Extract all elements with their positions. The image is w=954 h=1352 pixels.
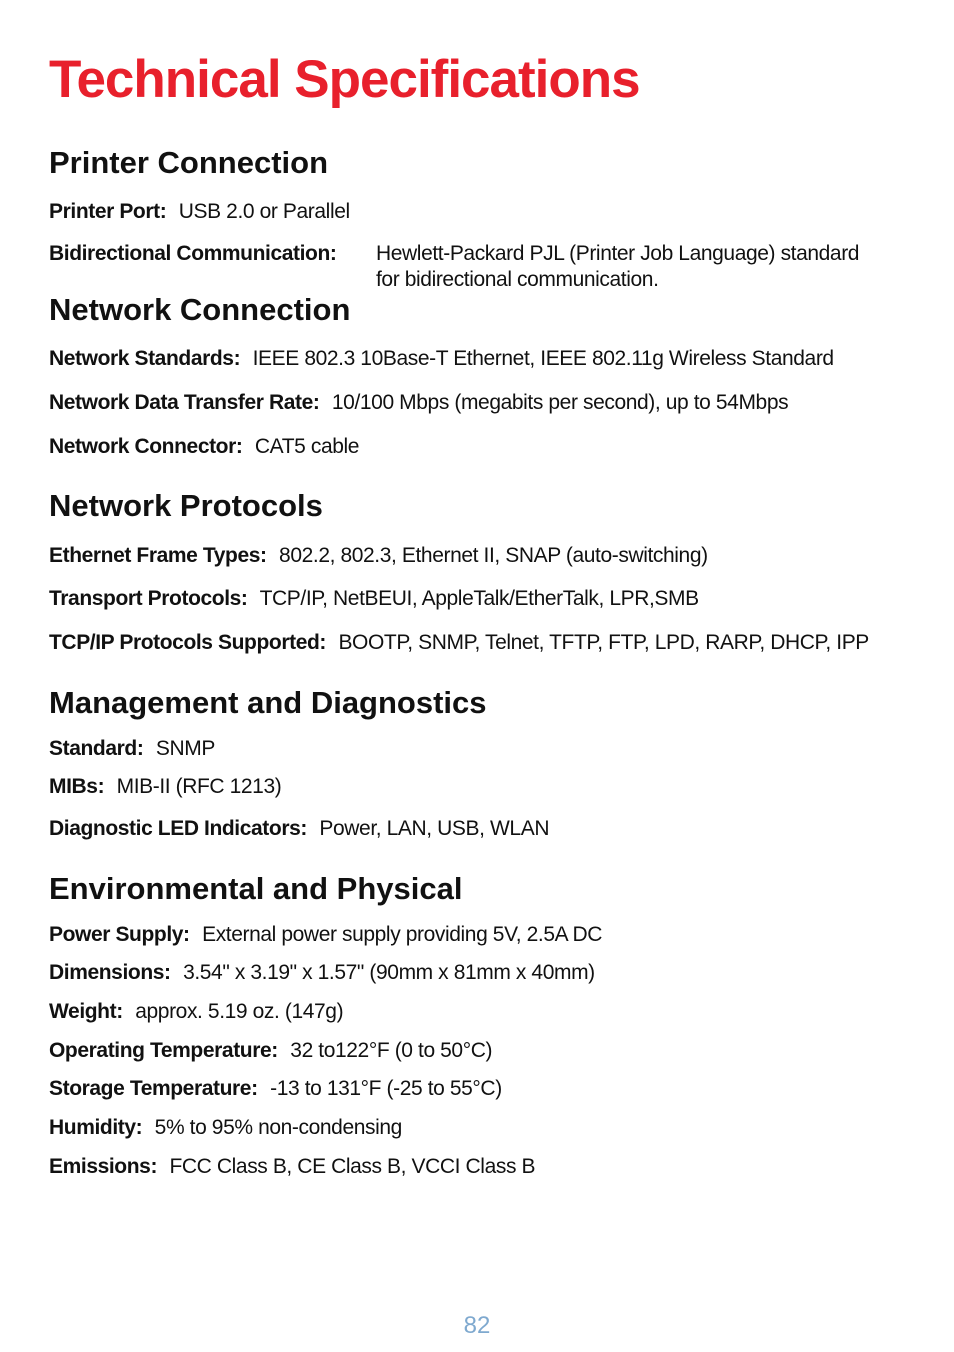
spec-label: Emissions: bbox=[49, 1155, 158, 1178]
spec-value: CAT5 cable bbox=[254, 435, 360, 458]
spec-value: BOOTP, SNMP, Telnet, TFTP, FTP, LPD, RARP, DHCP, IPP bbox=[338, 631, 869, 654]
spec-label: Network Connector: bbox=[49, 435, 243, 458]
spec-row bbox=[49, 543, 708, 569]
spec-row bbox=[49, 630, 869, 656]
spec-value: approx. 5.19 oz. (147g) bbox=[135, 1000, 344, 1023]
spec-label: Diagnostic LED Indicators: bbox=[49, 817, 307, 840]
section-heading-network-connection: Network Connection bbox=[49, 292, 351, 327]
spec-row bbox=[49, 586, 699, 612]
section-heading-printer-connection: Printer Connection bbox=[49, 145, 329, 180]
spec-label: Standard: bbox=[49, 737, 144, 760]
spec-row bbox=[49, 346, 834, 372]
spec-label: Bidirectional Communication: bbox=[49, 242, 337, 265]
section-heading-management-diagnostics: Management and Diagnostics bbox=[49, 685, 487, 720]
spec-label: Power Supply: bbox=[49, 923, 190, 946]
page-title: Technical Specifications bbox=[49, 50, 640, 109]
spec-label: Network Standards: bbox=[49, 347, 241, 370]
spec-row bbox=[49, 999, 343, 1025]
spec-value: MIB-II (RFC 1213) bbox=[116, 775, 282, 798]
spec-row bbox=[49, 434, 359, 460]
spec-value: Power, LAN, USB, WLAN bbox=[319, 817, 550, 840]
spec-value: 802.2, 802.3, Ethernet II, SNAP (auto-switching) bbox=[279, 544, 708, 567]
spec-value: 10/100 Mbps (megabits per second), up to 54Mbps bbox=[331, 391, 789, 414]
section-heading-network-protocols: Network Protocols bbox=[49, 488, 323, 523]
spec-label: Dimensions: bbox=[49, 961, 171, 984]
spec-value-line: for bidirectional communication. bbox=[376, 268, 659, 291]
spec-value: TCP/IP, NetBEUI, AppleTalk/EtherTalk, LPR,SMB bbox=[259, 587, 699, 610]
spec-value: USB 2.0 or Parallel bbox=[178, 200, 350, 223]
spec-value: -13 to 131°F (-25 to 55°C) bbox=[270, 1077, 502, 1100]
spec-label: Transport Protocols: bbox=[49, 587, 248, 610]
spec-row bbox=[49, 774, 281, 800]
spec-row bbox=[49, 922, 602, 948]
spec-row bbox=[49, 816, 549, 842]
spec-value-bidirectional bbox=[376, 241, 916, 293]
spec-row bbox=[49, 1076, 502, 1102]
spec-value: 32 to122°F (0 to 50°C) bbox=[290, 1039, 493, 1062]
spec-row bbox=[49, 1154, 535, 1180]
spec-label: TCP/IP Protocols Supported: bbox=[49, 631, 326, 654]
spec-row bbox=[49, 736, 215, 762]
section-heading-environmental-physical: Environmental and Physical bbox=[49, 871, 463, 906]
spec-value: 3.54" x 3.19" x 1.57" (90mm x 81mm x 40mm) bbox=[183, 961, 595, 984]
spec-label: Storage Temperature: bbox=[49, 1077, 258, 1100]
spec-row-printer-port bbox=[49, 199, 350, 225]
spec-row-bidirectional-label bbox=[49, 241, 344, 267]
spec-label: Ethernet Frame Types: bbox=[49, 544, 267, 567]
spec-value: FCC Class B, CE Class B, VCCI Class B bbox=[169, 1155, 536, 1178]
spec-row bbox=[49, 390, 788, 416]
spec-value-line: Hewlett-Packard PJL (Printer Job Language) standard bbox=[376, 242, 860, 265]
spec-value: External power supply providing 5V, 2.5A DC bbox=[202, 923, 603, 946]
spec-value: IEEE 802.3 10Base-T Ethernet, IEEE 802.11g Wireless Standard bbox=[252, 347, 834, 370]
spec-label: Printer Port: bbox=[49, 200, 167, 223]
spec-value: 5% to 95% non-condensing bbox=[154, 1116, 402, 1139]
spec-label: Humidity: bbox=[49, 1116, 143, 1139]
spec-label: Operating Temperature: bbox=[49, 1039, 278, 1062]
spec-row bbox=[49, 960, 595, 986]
spec-value: SNMP bbox=[155, 737, 215, 760]
spec-row bbox=[49, 1115, 402, 1141]
spec-label: Network Data Transfer Rate: bbox=[49, 391, 320, 414]
spec-row bbox=[49, 1038, 492, 1064]
spec-label: Weight: bbox=[49, 1000, 123, 1023]
spec-label: MIBs: bbox=[49, 775, 105, 798]
page-number: 82 bbox=[463, 1312, 491, 1339]
